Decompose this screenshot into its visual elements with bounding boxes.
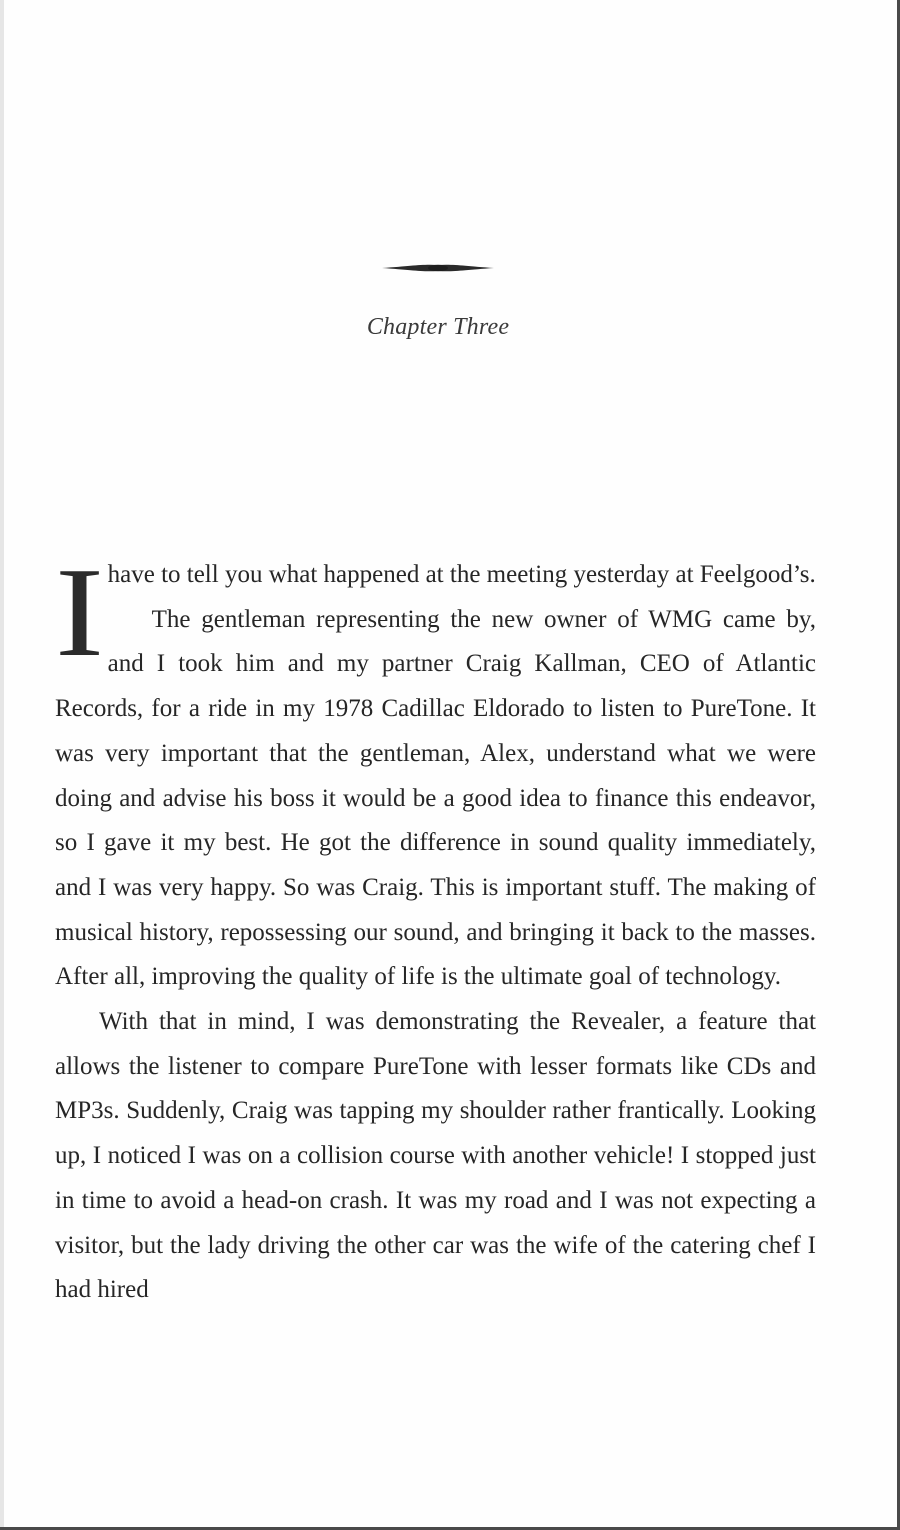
page-left-edge [0,0,4,1530]
ornamental-divider-icon [382,260,494,276]
paragraph-3: With that in mind, I was demonstrating the Revealer, a feature that allows the listener to compare PureTone with lesser formats like CDs and MP3s. Suddenly, Craig was tapping my shoulder rather frantically. Looking up, I noticed I was on a collision course with another vehicle! I stopped just in time to avoid a head-on crash. It was my road and I was not expecting a visitor, but the lady driving the other car was the wife of the catering chef I had hired [55,1008,816,1304]
paragraph-1 [55,541,816,683]
chapter-body [55,541,816,1313]
drop-cap: I [55,541,105,683]
chapter-title: Chapter Three [366,314,510,340]
paragraph-1-text: have to tell you what happened at the meeting yesterday at Feelgood’s. [107,561,816,588]
paragraph-2: The gentleman representing the new owner of WMG came by, and I took him and my partner Craig Kallman, CEO of Atlantic Records, for a ride in my 1978 Cadillac Eldorado to listen to PureTone. It was very important that the gentleman, Alex, understand what we were doing and advise his boss it would be a good idea to finance this endeavor, so I gave it my best. He got the difference in sound quality immediately, and I was very happy. So was Craig. This is important stuff. The making of musical history, repossessing our sound, and bringing it back to the masses. After all, improving the quality of life is the ultimate goal of technology. [55,605,816,991]
